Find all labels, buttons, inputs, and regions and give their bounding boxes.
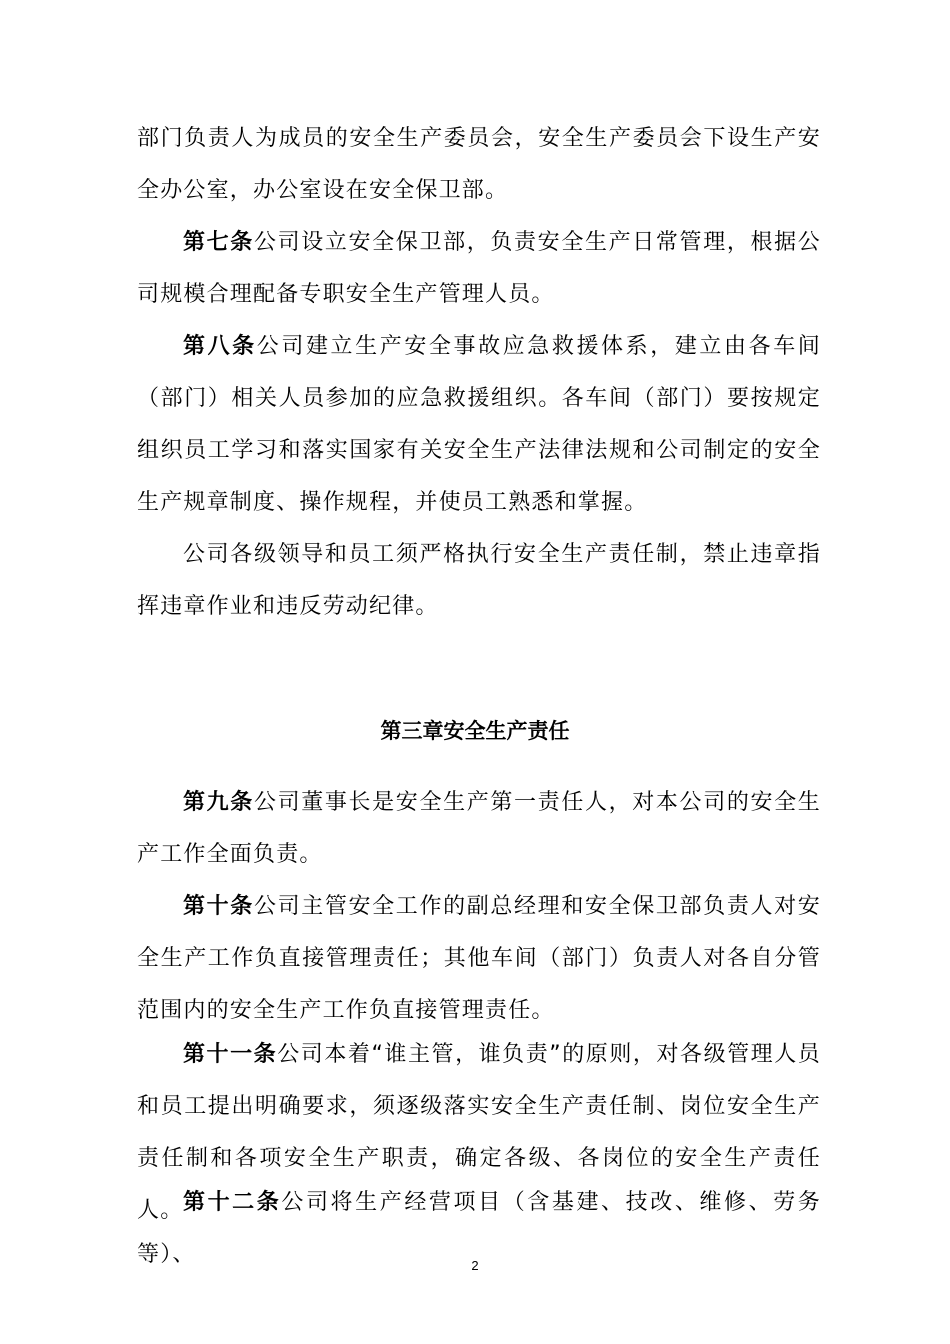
paragraph-committee — [137, 113, 821, 217]
article-heading: 第九条 — [183, 790, 254, 815]
article-heading: 第八条 — [183, 334, 257, 359]
paragraph-discipline — [137, 529, 821, 633]
article-8 — [137, 321, 821, 529]
paragraph-text: 公司各级领导和员工须严格执行安全生产责任制，禁止违章指挥违章作业和违反劳动纪律。 — [137, 542, 821, 619]
article-7 — [137, 217, 821, 321]
paragraph-text: 部门负责人为成员的安全生产委员会，安全生产委员会下设生产安全办公室，办公室设在安全保卫部。 — [137, 126, 821, 203]
article-9 — [137, 777, 821, 881]
article-text: 公司将生产经营项目（含基建、技改、维修、劳务等）、 — [137, 1190, 821, 1267]
article-heading: 第十条 — [183, 894, 254, 919]
article-text: 公司设立安全保卫部，负责安全生产日常管理，根据公司规模合理配备专职安全生产管理人员。 — [137, 230, 821, 307]
article-heading: 第七条 — [183, 230, 254, 255]
article-text: 公司建立生产安全事故应急救援体系，建立由各车间（部门）相关人员参加的应急救援组织。各车间（部门）要按规定组织员工学习和落实国家有关安全生产法律法规和公司制定的安全生产规章制度、操作规程，并使员工熟悉和掌握。 — [137, 334, 821, 515]
article-text: 公司本着“谁主管，谁负责”的原则，对各级管理人员和员工提出明确要求，须逐级落实安全生产责任制、岗位安全生产责任制和各项安全生产职责，确定各级、各岗位的安全生产责任人。 — [137, 1042, 821, 1223]
article-heading: 第十二条 — [183, 1190, 282, 1215]
article-text: 公司主管安全工作的副总经理和安全保卫部负责人对安全生产工作负直接管理责任；其他车间（部门）负责人对各自分管范围内的安全生产工作负直接管理责任。 — [137, 894, 821, 1023]
article-10 — [137, 881, 821, 1037]
article-heading: 第十一条 — [183, 1042, 278, 1067]
chapter-title: 第三章安全生产责任 — [380, 719, 570, 743]
article-text: 公司董事长是安全生产第一责任人，对本公司的安全生产工作全面负责。 — [137, 790, 821, 867]
page-number: 2 — [471, 1258, 479, 1273]
